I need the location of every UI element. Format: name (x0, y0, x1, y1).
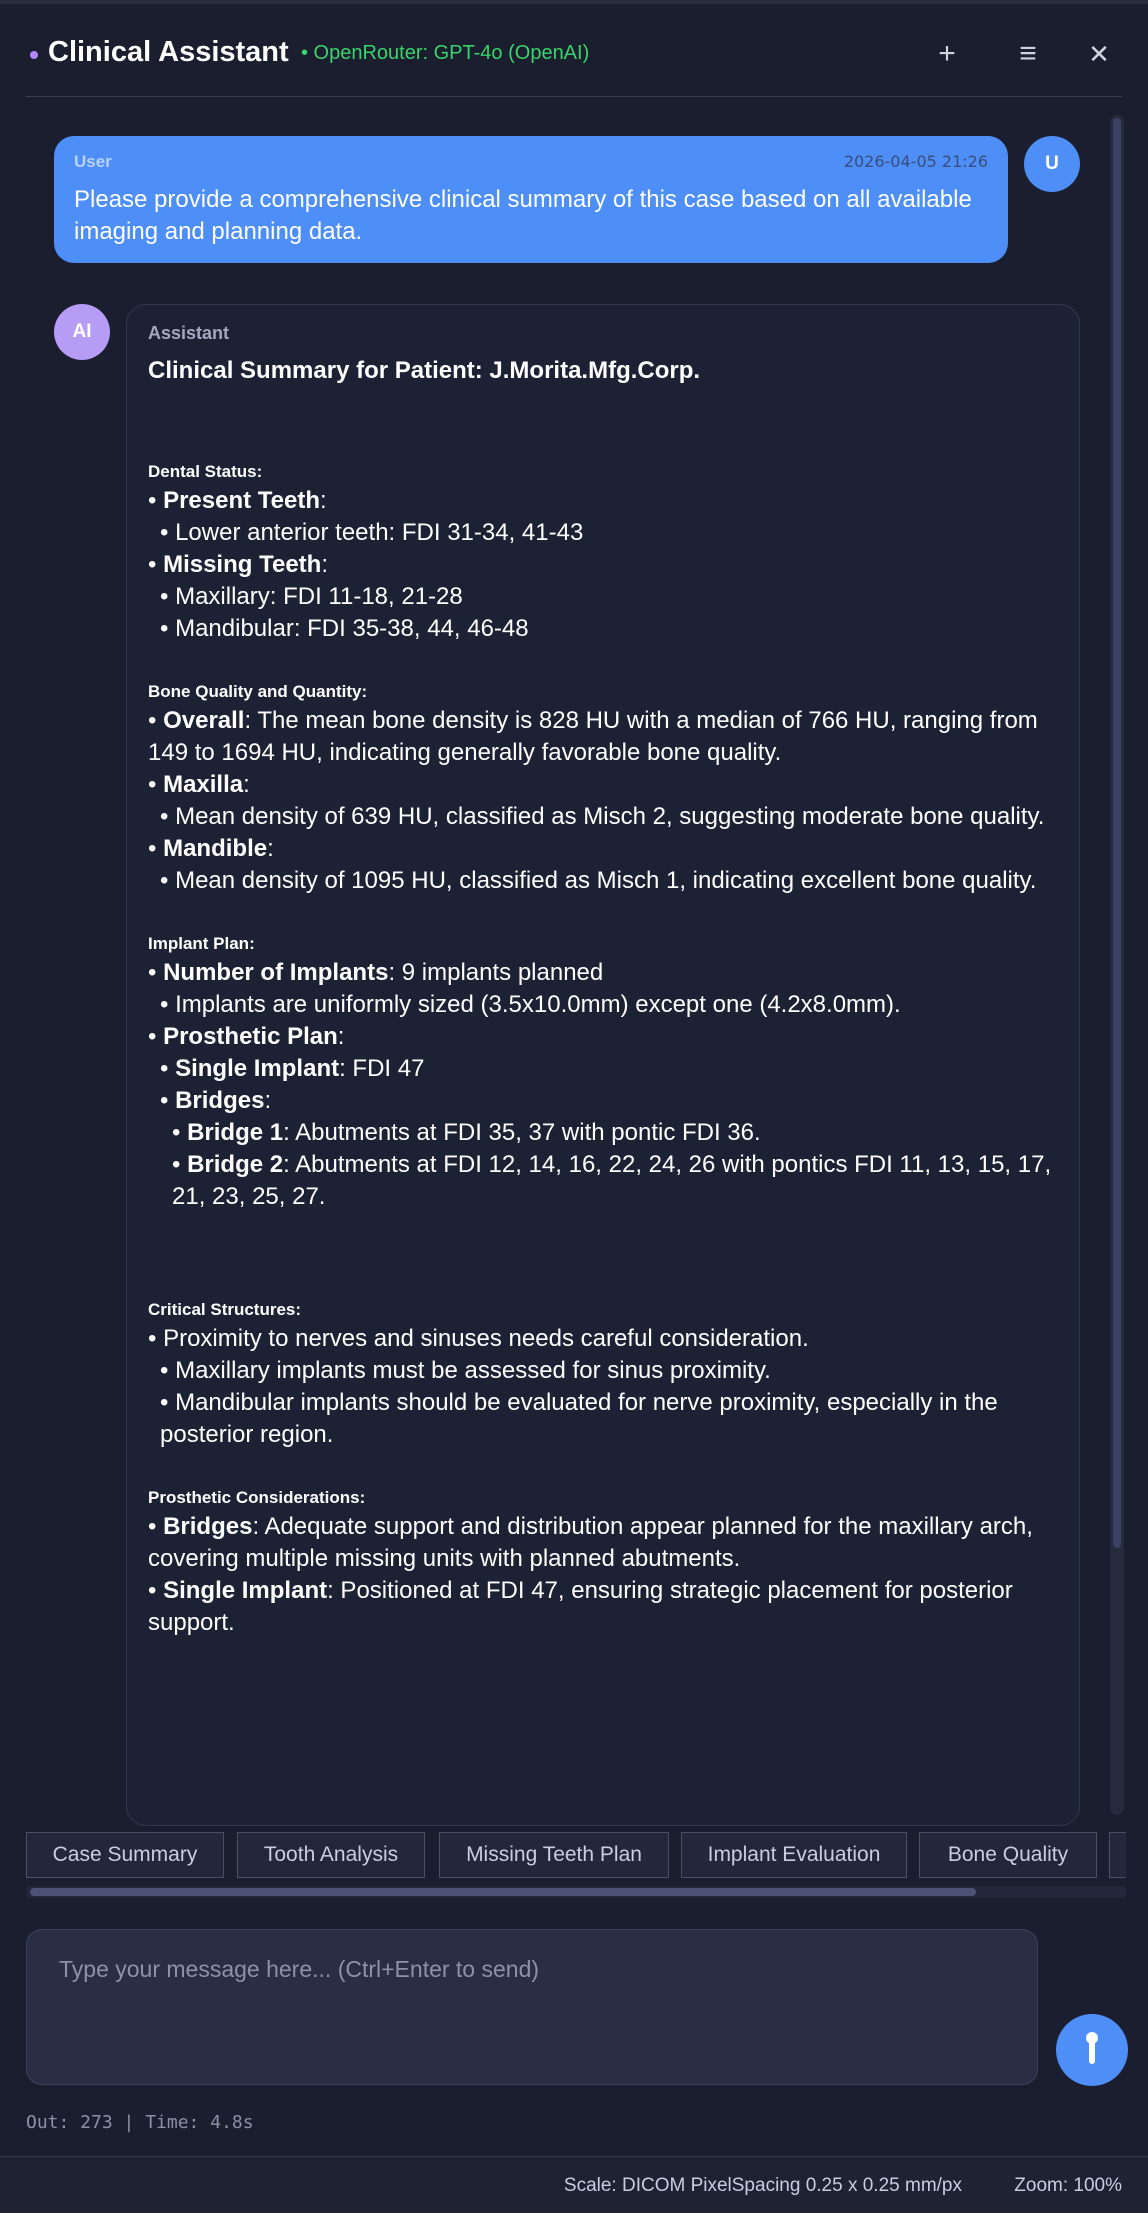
status-bar (0, 2156, 1148, 2213)
list-item: • Bridges: Adequate support and distribution appear planned for the maxillary arch, covering multiple missing units with planned abutments. (148, 1513, 1033, 1572)
window-top-border (0, 0, 1148, 4)
app-title: Clinical Assistant (48, 36, 289, 68)
status-dot (30, 51, 38, 59)
user-message-text: Please provide a comprehensive clinical summary of this case based on all available imaging and planning data. (74, 186, 972, 245)
summary-title: Clinical Summary for Patient: J.Morita.Mfg.Corp. (148, 357, 701, 384)
model-label: • OpenRouter: GPT-4o (OpenAI) (301, 42, 590, 64)
zoom-readout: Zoom: 100% (1014, 2175, 1122, 2196)
quick-action-overflow[interactable] (1109, 1832, 1126, 1878)
user-role-label: User (74, 152, 112, 171)
list-item: • Maxillary: FDI 11-18, 21-28 (160, 583, 463, 610)
list-item: • Present Teeth: (148, 487, 327, 514)
quick-action-bone-quality[interactable]: Bone Quality (919, 1832, 1097, 1878)
list-item: • Mean density of 639 HU, classified as Misch 2, suggesting moderate bone quality. (160, 803, 1045, 830)
quick-action-tooth-analysis[interactable]: Tooth Analysis (237, 1832, 425, 1878)
list-item: • Overall: The mean bone density is 828 HU with a median of 766 HU, ranging from 149 to 1694 HU, indicating generally favorable bone quality. (148, 707, 1038, 766)
list-item: • Mean density of 1095 HU, classified as Misch 1, indicating excellent bone quality. (160, 867, 1037, 894)
list-item: • Mandibular implants should be evaluated for nerve proximity, especially in the posterior region. (160, 1389, 998, 1448)
quick-action-missing-teeth-plan[interactable]: Missing Teeth Plan (439, 1832, 669, 1878)
assistant-role-label: Assistant (148, 323, 230, 343)
section-heading: Dental Status: (148, 462, 263, 481)
assistant-avatar: AI (54, 304, 110, 360)
response-stats: Out: 273 | Time: 4.8s (26, 2112, 254, 2133)
section-heading: Prosthetic Considerations: (148, 1488, 366, 1507)
list-item: • Maxillary implants must be assessed for sinus proximity. (160, 1357, 771, 1384)
close-button[interactable]: ✕ (1088, 39, 1110, 69)
list-item: • Bridge 2: Abutments at FDI 12, 14, 16, 22, 24, 26 with pontics FDI 11, 13, 15, 17, 21, 23, 25, 27. (172, 1151, 1052, 1210)
list-item: • Prosthetic Plan: (148, 1023, 345, 1050)
list-item: • Lower anterior teeth: FDI 31-34, 41-43 (160, 519, 584, 546)
assistant-message-content (148, 355, 1060, 1639)
message-timestamp: 2026-04-05 21:26 (843, 152, 988, 171)
list-item: • Single Implant: Positioned at FDI 47, ensuring strategic placement for posterior support. (148, 1577, 1013, 1636)
quick-action-case-summary[interactable]: Case Summary (26, 1832, 224, 1878)
quick-action-implant-evaluation[interactable]: Implant Evaluation (681, 1832, 907, 1878)
section-heading: Bone Quality and Quantity: (148, 682, 368, 701)
list-item: • Mandible: (148, 835, 274, 862)
list-item: • Bridge 1: Abutments at FDI 35, 37 with pontic FDI 36. (172, 1119, 761, 1146)
list-item: • Proximity to nerves and sinuses needs careful consideration. (148, 1325, 809, 1352)
list-item: • Bridges: (160, 1087, 272, 1114)
section-heading: Critical Structures: (148, 1300, 302, 1319)
list-item: • Single Implant: FDI 47 (160, 1055, 425, 1082)
message-input-container (26, 1929, 1038, 2085)
list-item: • Mandibular: FDI 35-38, 44, 46-48 (160, 615, 529, 642)
list-item: • Implants are uniformly sized (3.5x10.0mm) except one (4.2x8.0mm). (160, 991, 901, 1018)
scale-readout: Scale: DICOM PixelSpacing 0.25 x 0.25 mm/px (563, 2175, 962, 2196)
list-item: • Number of Implants: 9 implants planned (148, 959, 604, 986)
header (26, 20, 1122, 97)
list-item: • Maxilla: (148, 771, 250, 798)
list-item: • Missing Teeth: (148, 551, 328, 578)
quick-actions-scrollbar-thumb[interactable] (30, 1888, 976, 1896)
send-button[interactable] (1056, 2014, 1128, 2086)
menu-button[interactable]: ≡ (1019, 37, 1037, 70)
user-avatar: U (1024, 136, 1080, 192)
user-message-bubble (54, 136, 1008, 263)
assistant-message-bubble (126, 304, 1080, 1826)
section-heading: Implant Plan: (148, 934, 255, 953)
chat-scrollbar-thumb[interactable] (1113, 118, 1121, 1548)
message-input[interactable] (27, 1930, 1037, 2084)
new-chat-button[interactable]: + (938, 37, 956, 70)
